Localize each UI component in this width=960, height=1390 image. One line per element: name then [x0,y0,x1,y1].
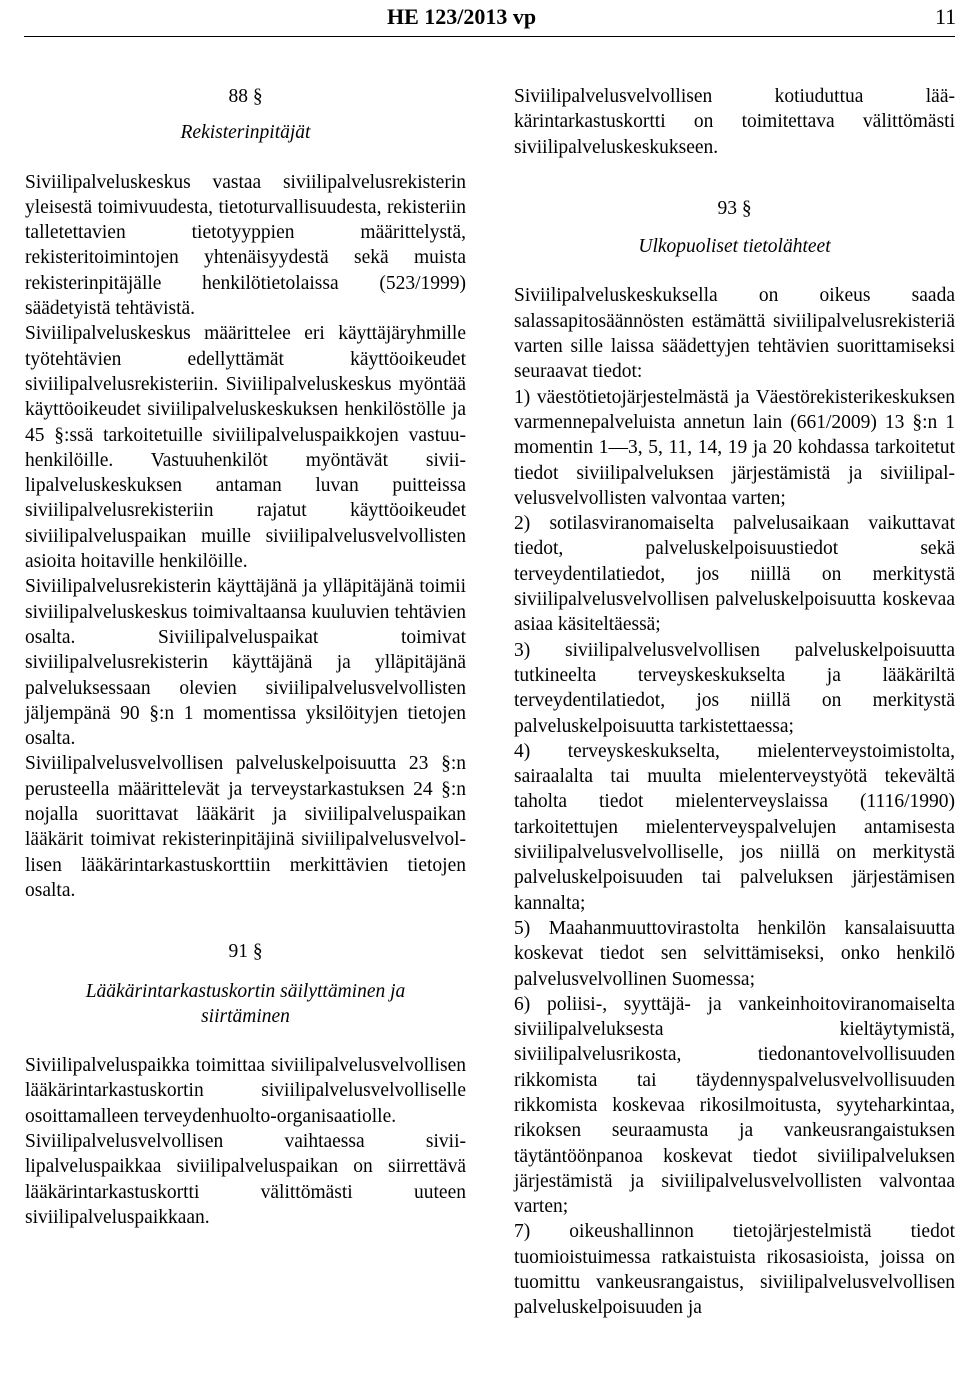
section-91-number: 91 § [228,941,263,963]
section-88-paragraph-4: Siviilipalvelusvelvollisen palveluskelpoisuutta 23 §:n perusteella määrittelevät ja terveystarkastuksen 24 §:n nojalla suorittavat lääkärit ja siviilipalveluspaikan lääkärit toimivat rekisterinpitäjinä siviilipalvelusvelvollisen lääkärintarkastuskorttiin merkittävien tietojen osalta. [25,753,466,901]
document-id: HE 123/2013 vp [387,4,537,29]
section-93-item-3: 3) siviilipalvelusvelvollisen palveluskelpoisuutta tutkineelta terveyskeskukselta ja lääkäriltä terveydentilatiedot, jos niillä on merkitystä palveluskelpoisuutta tarkistettaessa; [514,639,955,737]
section-93-paragraph-1: Siviilipalveluskeskuksella on oikeus saada salassapitosäännösten estämättä siviilipalvelusrekisteriä varten sille laissa säädettyjen tehtävien suorittamiseksi seuraavat tiedot: [514,285,955,383]
page-header [0,0,960,40]
header-rule [24,36,955,37]
section-88-paragraph-2: Siviilipalveluskeskus määrittelee eri käyttäjäryhmille työtehtävien edellyttämät käyttöoikeudet siviilipalvelusrekisteriin. Siviilipalveluskeskus myöntää käyttöoikeudet siviilipalveluskeskuksen henkilöstölle ja 45 §:ssä tarkoitetuille siviilipalveluspaikkojen vastuuhenkilöille. Vastuuhenkilöt myöntävät siviilipalveluskeskuksen antaman luvan puitteissa siviilipalvelusrekisteriin rajatut käyttöoikeudet siviilipalveluspaikan muille siviilipalvelusvelvollisten asioita hoitaville henkilöille. [25,323,466,573]
page-number: 11 [935,4,957,29]
section-88-paragraph-3: Siviilipalvelusrekisterin käyttäjänä ja ylläpitäjänä toimii siviilipalveluskeskus toimivaltaansa kuuluvien tehtävien osalta. Siviilipalveluspaikat toimivat siviilipalvelusrekisterin käyttäjänä ja ylläpitäjänä palveluksessaan olevien siviilipalvelusvelvollisten jäljempänä 90 §:n 1 momentissa yksilöityjen tietojen osalta. [25,576,466,750]
lead-paragraph: Siviilipalvelusvelvollisen kotiuduttua lääkärintarkastuskortti on toimitettava välittömästi siviilipalveluskeskukseen. [514,86,955,158]
right-column [514,84,955,1321]
section-93-item-5: 5) Maahanmuuttovirastolta henkilön kansalaisuutta koskevat tiedot sen selvittämiseksi, onko henkilö palvelusvelvollinen Suomessa; [514,917,955,990]
section-93-item-7: 7) oikeushallinnon tietojärjestelmistä tiedot tuomioistuimessa ratkaistuista rikosasioista, joissa on tuomittu vankeusrangaistus, siviilipalvelusvelvollisen palveluskelpoisuuden ja [514,1221,955,1319]
section-93-item-4: 4) terveyskeskukselta, mielenterveystoimistolta, sairaalalta tai muulta mielenterveystyötä tekevältä taholta tiedot mielenterveyslaissa (1116/1990) tarkoitettujen mielenterveyspalvelujen antamisesta siviilipalvelusvelvolliselle, jos niillä on merkitystä palveluskelpoisuuden tai palveluksen järjestämisen kannalta; [514,740,955,914]
section-91-paragraph-1: Siviilipalveluspaikka toimittaa siviilipalvelusvelvollisen lääkärintarkastuskortin siviilipalvelusvelvolliselle osoittamalleen terveydenhuolto-organisaatiolle. [25,1055,466,1127]
section-91-title: Lääkärintarkastuskortin säilyttäminen ja siirtäminen [85,980,406,1027]
section-93-title: Ulkopuoliset tietolähteet [638,236,831,258]
section-88-number: 88 § [228,86,263,107]
section-91-paragraph-2: Siviilipalvelusvelvollisen vaihtaessa siviilipalveluspaikkaa siviilipalveluspaikan on siirrettävä lääkärintarkastuskortti välittömästi uuteen siviilipalveluspaikkaan. [25,1130,466,1228]
left-column [25,70,466,1230]
section-93-number: 93 § [717,197,752,219]
section-88-title: Rekisterinpitäjät [180,122,311,144]
section-93-item-2: 2) sotilasviranomaiselta palvelusaikaan vaikuttavat tiedot, palveluskelpoisuustiedot sekä terveydentilatiedot, jos niillä on merkitystä siviilipalvelusvelvollisen palveluskelpoisuutta koskevaa asiaa käsiteltäessä; [514,513,955,636]
section-93-item-6: 6) poliisi-, syyttäjä- ja vankeinhoitoviranomaiselta siviilipalveluksesta kieltäytymistä, siviilipalvelusrikosta, tiedonantovelvollisuuden rikkomista tai täydennyspalvelusvelvollisuuden rikkomista koskevaa rikosilmoitusta, syyteharkintaa, rikoksen seuraamusta ja vankeusrangaistuksen täytäntöönpanoa koskevat tiedot siviilipalveluksen järjestämistä ja siviilipalvelusvelvollisten valvontaa varten; [514,993,955,1218]
section-88-paragraph-1: Siviilipalveluskeskus vastaa siviilipalvelusrekisterin yleisestä toimivuudesta, tietoturvallisuudesta, rekisteriin talletettavien tietotyyppien määrittelystä, rekisteritoimintojen yhtenäisyydestä sekä muista rekisterinpitäjälle henkilötietolaissa (523/1999) säädetyistä tehtävistä. [25,171,466,320]
section-93-item-1: 1) väestötietojärjestelmästä ja Väestörekisterikeskuksen varmennepalveluista annetun lain (661/2009) 13 §:n 1 momentin 1—3, 5, 11, 14, 19 ja 20 kohdassa tarkoitetut tiedot siviilipalveluksen järjestämistä ja siviilipalvelusvelvollisten valvontaa varten; [514,386,955,509]
